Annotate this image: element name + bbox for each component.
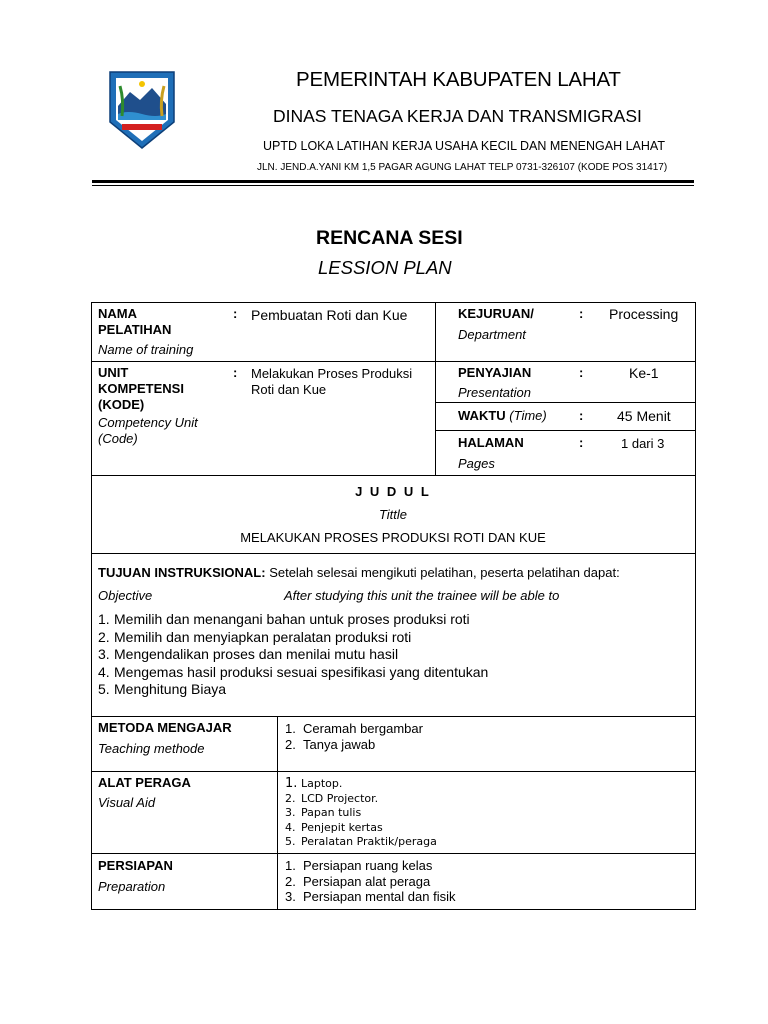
alat-list <box>285 777 437 850</box>
waktu-field <box>458 408 547 423</box>
penyajian-label: PENYAJIAN <box>458 365 532 380</box>
persiapan-label: PERSIAPAN <box>98 858 173 873</box>
nama-label: NAMA PELATIHAN <box>98 306 172 337</box>
objectives-list <box>98 611 488 699</box>
penyajian-sub: Presentation <box>458 385 531 400</box>
tujuan-line <box>98 565 620 580</box>
colon: : <box>579 365 584 380</box>
list-item: 5. Peralatan Praktik/peraga <box>285 835 437 848</box>
unit-value: Melakukan Proses Produksi Roti dan Kue <box>251 366 413 397</box>
header-unit: UPTD LOKA LATIHAN KERJA USAHA KECIL DAN MENENGAH LAHAT <box>263 139 665 153</box>
list-item: 4. Penjepit kertas <box>285 820 383 834</box>
list-item: 4. Mengemas hasil produksi sesuai spesifikasi yang ditentukan <box>98 663 489 680</box>
list-item: 5. Menghitung Biaya <box>98 681 227 697</box>
tujuan-label: TUJUAN INSTRUKSIONAL: <box>98 565 266 580</box>
divider <box>91 853 696 854</box>
divider <box>91 716 696 717</box>
list-item: 1. Persiapan ruang kelas <box>285 858 433 873</box>
unit-label: UNIT KOMPETENSI (KODE) <box>98 365 184 412</box>
persiapan-list <box>285 858 455 905</box>
alat-sub: Visual Aid <box>98 795 156 810</box>
colon: : <box>579 435 584 450</box>
list-item: 2. Tanya jawab <box>285 736 376 752</box>
judul-sub: Tittle <box>378 507 408 522</box>
divider <box>435 402 696 403</box>
penyajian-value: Ke-1 <box>629 365 659 381</box>
colon: : <box>233 365 238 380</box>
halaman-sub: Pages <box>458 456 495 471</box>
metoda-sub: Teaching methode <box>98 741 205 756</box>
judul-value: MELAKUKAN PROSES PRODUKSI ROTI DAN KUE <box>240 530 546 545</box>
colon: : <box>579 306 584 321</box>
list-item: 3. Papan tulis <box>285 806 362 819</box>
metoda-label: METODA MENGAJAR <box>98 720 232 735</box>
unit-sub: Competency Unit (Code) <box>98 415 198 446</box>
nama-value: Pembuatan Roti dan Kue <box>251 307 408 323</box>
header-rule-thick <box>92 180 694 183</box>
divider <box>277 716 278 910</box>
list-item: 2. Persiapan alat peraga <box>285 873 431 889</box>
colon: : <box>233 306 238 321</box>
header-government: PEMERINTAH KABUPATEN LAHAT <box>296 68 621 91</box>
page-subtitle: LESSION PLAN <box>318 257 452 278</box>
list-item: 1. Memilih dan menangani bahan untuk proses produksi roti <box>98 611 470 627</box>
list-item: 2. Memilih dan menyiapkan peralatan produksi roti <box>98 628 412 645</box>
divider <box>91 361 696 362</box>
objective-label: Objective <box>98 588 153 603</box>
waktu-value: 45 Menit <box>617 408 671 424</box>
divider <box>435 302 436 476</box>
header-address: JLN. JEND.A.YANI KM 1,5 PAGAR AGUNG LAHAT TELP 0731-326107 (KODE POS 31417) <box>257 162 668 173</box>
halaman-value: 1 dari 3 <box>621 436 665 451</box>
nama-sub: Name of training <box>98 342 194 357</box>
objective-text: After studying this unit the trainee will be able to <box>284 588 560 603</box>
header-rule-thin <box>92 185 694 186</box>
list-item: 3. Mengendalikan proses dan menilai mutu hasil <box>98 646 399 662</box>
list-item: 1. Ceramah bergambar <box>285 721 423 736</box>
waktu-sub: (Time) <box>509 408 547 423</box>
halaman-label: HALAMAN <box>458 435 524 450</box>
list-item: 1. Laptop. <box>285 776 343 791</box>
kejuruan-value: Processing <box>609 306 679 322</box>
header-department: DINAS TENAGA KERJA DAN TRANSMIGRASI <box>273 106 642 126</box>
divider <box>435 430 696 431</box>
judul-label: J U D U L <box>355 484 431 499</box>
list-item: 2. LCD Projector. <box>285 791 379 805</box>
regency-logo <box>108 70 176 150</box>
tujuan-text: Setelah selesai mengikuti pelatihan, peserta pelatihan dapat: <box>269 565 620 580</box>
divider <box>91 475 696 476</box>
metoda-list <box>285 721 423 752</box>
waktu-label: WAKTU <box>458 408 506 423</box>
colon: : <box>579 408 584 423</box>
divider <box>91 553 696 554</box>
kejuruan-sub: Department <box>458 327 526 342</box>
divider <box>91 771 696 772</box>
kejuruan-label: KEJURUAN/ <box>458 306 534 321</box>
persiapan-sub: Preparation <box>98 879 166 894</box>
alat-label: ALAT PERAGA <box>98 775 191 790</box>
page-title: RENCANA SESI <box>316 227 463 249</box>
list-item: 3. Persiapan mental dan fisik <box>285 889 456 904</box>
